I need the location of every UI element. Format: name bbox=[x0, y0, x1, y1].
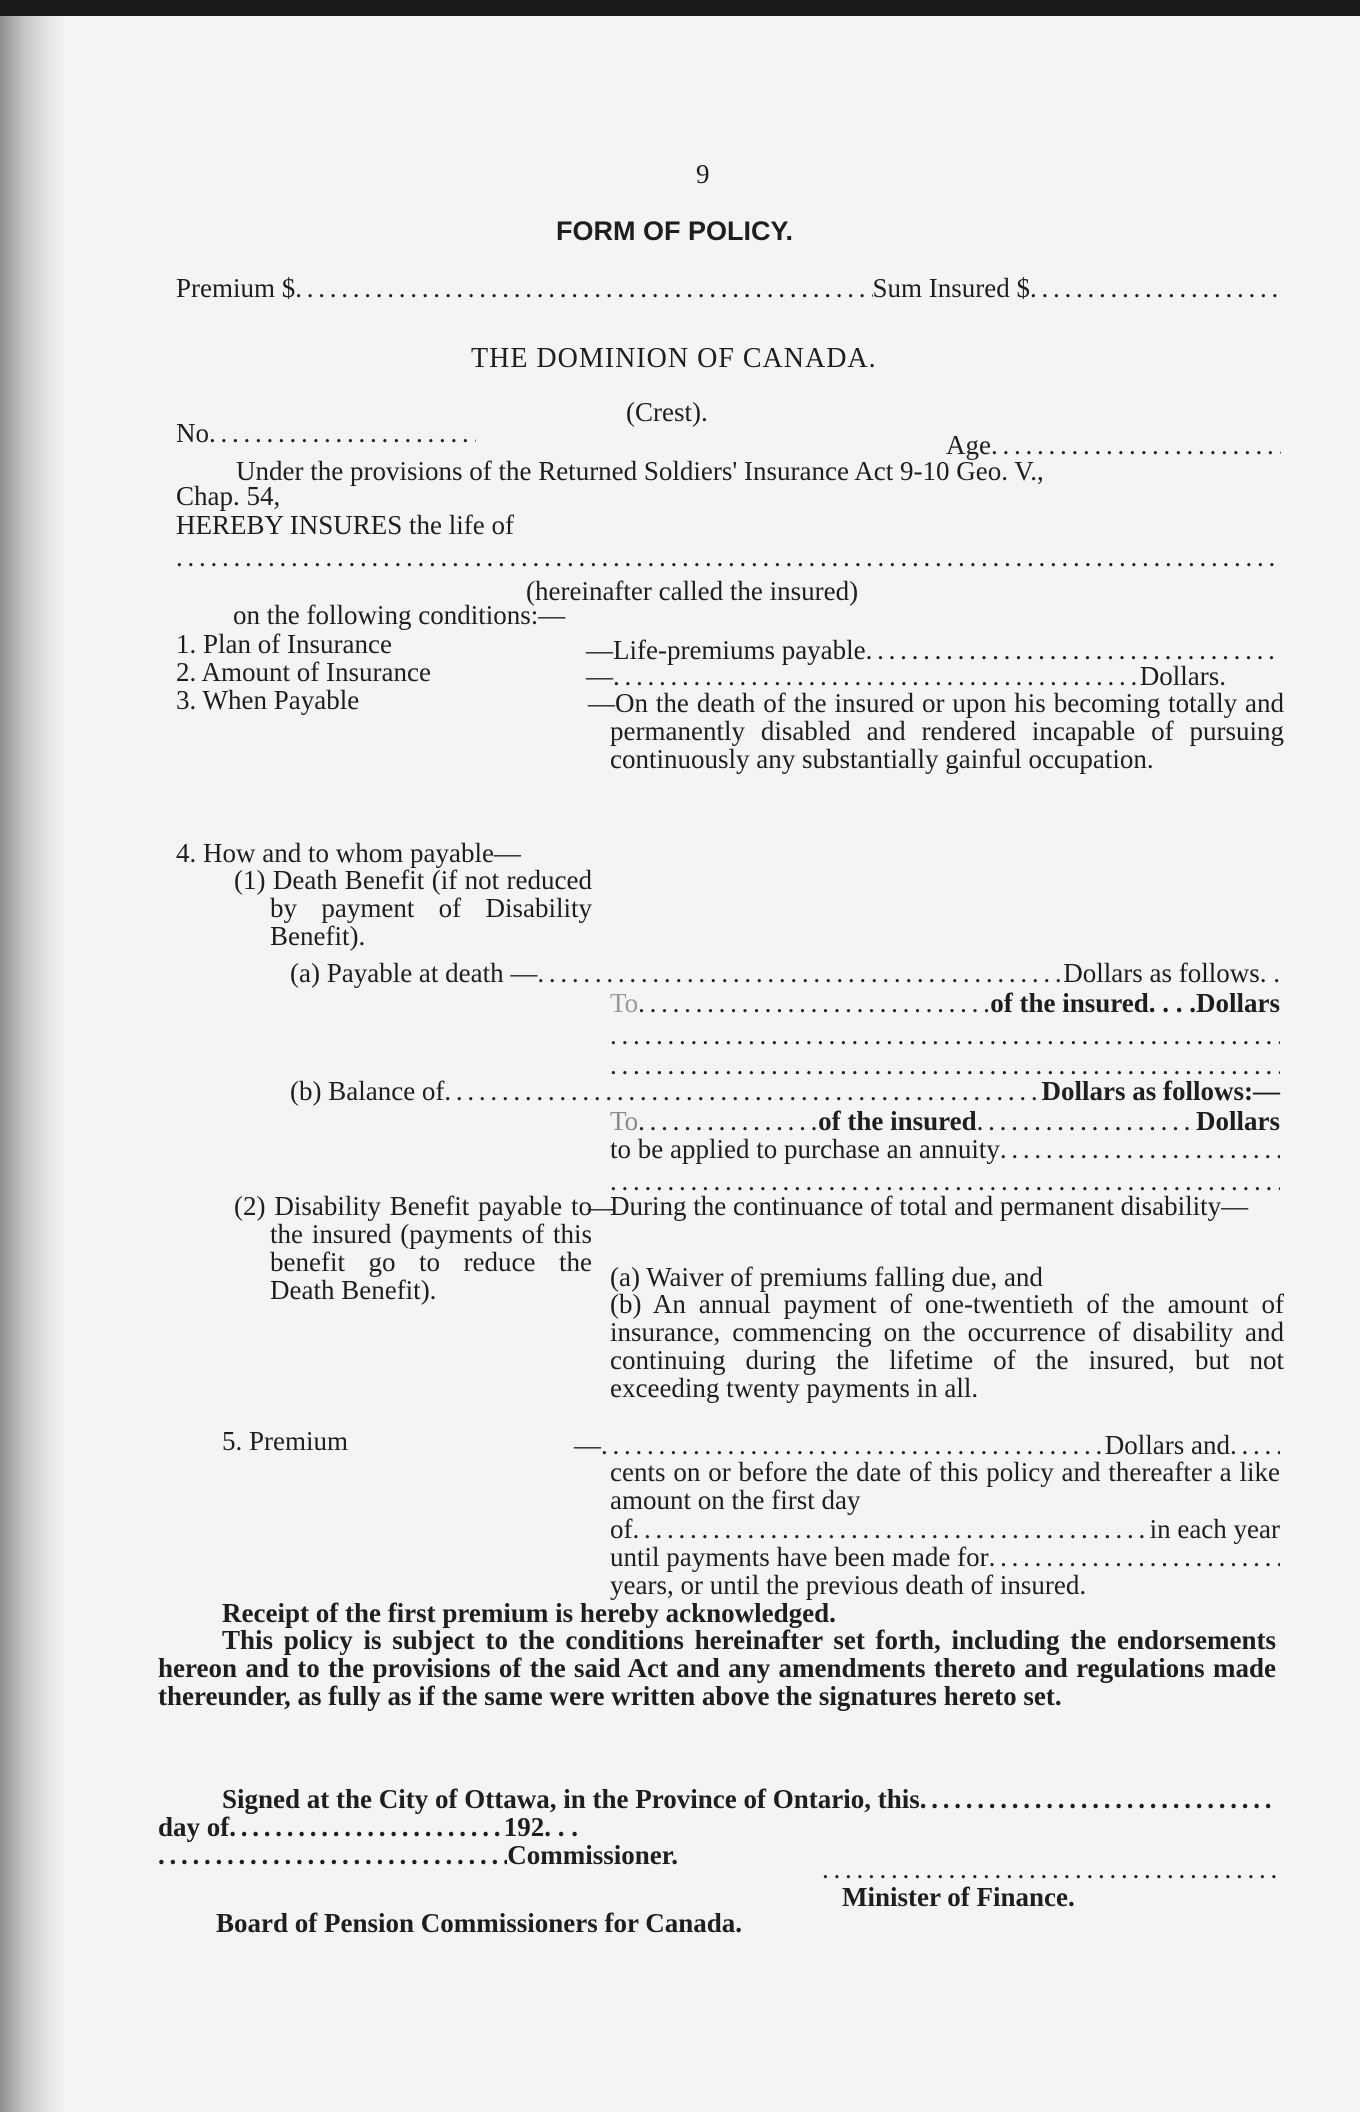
day-of-line bbox=[158, 1812, 578, 1843]
balance-line bbox=[290, 1076, 1280, 1107]
until-payments: until payments have been made for bbox=[610, 1542, 989, 1572]
hereinafter-label: (hereinafter called the insured) bbox=[526, 576, 859, 606]
page-title: FORM OF POLICY. bbox=[556, 216, 794, 246]
sum-insured-blank bbox=[1030, 273, 1280, 304]
dollars-blank-b bbox=[977, 1106, 1196, 1137]
how-label: 4. How and to whom payable— bbox=[176, 838, 521, 868]
day-of-label: day of bbox=[158, 1812, 230, 1842]
commissioner-line bbox=[158, 1840, 678, 1871]
premium-sum-line bbox=[176, 273, 1280, 304]
policy-no-line bbox=[176, 418, 476, 449]
payable-at-death-line bbox=[290, 958, 1280, 989]
payable-at-death-blank bbox=[537, 958, 1063, 989]
amount-label: 2. Amount of Insurance bbox=[176, 657, 431, 687]
subject-paragraph: This policy is subject to the conditions hereinafter set forth, including the endorsements hereon and to the provisions of the said Act and any amendments thereto and regulations made thereunder, as fully as if the same were written above the signatures hereto set. bbox=[158, 1625, 1276, 1711]
policy-no-label: No bbox=[176, 418, 209, 448]
of-insured-b: of the insured bbox=[818, 1106, 977, 1136]
page-number: 9 bbox=[696, 159, 710, 189]
disability-dash: — bbox=[588, 1192, 615, 1222]
cents-text: cents on or before the date of this policy and thereafter a like amount on the first day bbox=[610, 1457, 1280, 1515]
disability-intro: During the continuance of total and permanent disability— bbox=[610, 1191, 1249, 1221]
sum-insured-label: Sum Insured $ bbox=[872, 273, 1030, 303]
years-text: years, or until the previous death of insured. bbox=[610, 1570, 1087, 1600]
signed-at-line bbox=[222, 1784, 1276, 1815]
until-payments-line bbox=[610, 1542, 1280, 1573]
signed-date-blank bbox=[920, 1784, 1276, 1815]
disability-label: (2) Disability Benefit payable to the insured (payments of this benefit go to reduce the Death Benefit). bbox=[234, 1191, 592, 1305]
each-year: in each year bbox=[1149, 1514, 1280, 1544]
policy-no-blank bbox=[209, 418, 476, 449]
of-each-year-line bbox=[610, 1514, 1280, 1545]
dollars-as-follows-a: Dollars as follows. . bbox=[1063, 958, 1280, 988]
age-label: Age bbox=[946, 430, 991, 460]
of-label: of bbox=[610, 1514, 633, 1544]
minister-blank bbox=[822, 1854, 1276, 1885]
scan-top-border bbox=[0, 0, 1360, 16]
receipt-text: Receipt of the first premium is hereby acknowledged. bbox=[222, 1598, 836, 1628]
insured-name-line bbox=[176, 542, 1280, 573]
amount-dash: — bbox=[586, 661, 613, 691]
premium-label: Premium $ bbox=[176, 273, 296, 303]
conditions-intro: on the following conditions:— bbox=[233, 600, 566, 630]
plan-value: —Life-premiums payable bbox=[586, 635, 866, 665]
hereby-insures: HEREBY INSURES the life of bbox=[176, 510, 514, 540]
of-blank bbox=[633, 1514, 1150, 1545]
when-value: —On the death of the insured or upon his becoming totally and permanently disabled and rendered incapable of pursuing continuously any substantially gainful occupation. bbox=[588, 688, 1284, 774]
dollars-and: Dollars and bbox=[1104, 1430, 1230, 1460]
insured-name-blank bbox=[176, 542, 1280, 573]
balance-label: (b) Balance of bbox=[290, 1076, 445, 1106]
to-label-b: To bbox=[610, 1106, 639, 1136]
balance-blank bbox=[444, 1076, 1041, 1107]
commissioner-blank bbox=[158, 1840, 507, 1871]
annual-payment-text: (b) An annual payment of one-twentieth of the amount of insurance, commencing on the occurrence of disability and continuing during the lifetime of the insured, but not exceeding twenty payments in all. bbox=[610, 1289, 1284, 1403]
death-benefit-label: (1) Death Benefit (if not reduced by payment of Disability Benefit). bbox=[234, 865, 592, 951]
annuity-line bbox=[610, 1134, 1280, 1165]
to-blank-b bbox=[638, 1106, 818, 1137]
blank-line-a1 bbox=[610, 1020, 1280, 1051]
to-line-b bbox=[610, 1106, 1280, 1137]
board-label: Board of Pension Commissioners for Canada. bbox=[216, 1908, 743, 1938]
to-line-a bbox=[610, 988, 1280, 1019]
plan-label: 1. Plan of Insurance bbox=[176, 629, 392, 659]
waiver-line: (a) Waiver of premiums falling due, and bbox=[610, 1262, 1043, 1292]
year-192: 192. . . bbox=[503, 1812, 578, 1842]
of-insured-a: of the insured. . . .Dollars bbox=[990, 988, 1280, 1018]
annuity-label: to be applied to purchase an annuity bbox=[610, 1134, 1000, 1164]
day-of-blank bbox=[229, 1812, 503, 1843]
document-page bbox=[66, 16, 1360, 2112]
book-spine-shadow bbox=[0, 16, 66, 2112]
premium-blank bbox=[295, 273, 872, 304]
signed-at-text: Signed at the City of Ottawa, in the Province of Ontario, this bbox=[222, 1784, 920, 1814]
commissioner-label: Commissioner. bbox=[507, 1840, 678, 1870]
dominion-heading: THE DOMINION OF CANADA. bbox=[471, 343, 877, 374]
crest-label: (Crest). bbox=[626, 397, 708, 427]
provisions-line-1: Under the provisions of the Returned Soldiers' Insurance Act 9-10 Geo. V., bbox=[236, 456, 1044, 486]
premium-item-label: 5. Premium bbox=[222, 1426, 348, 1456]
dollars-b: Dollars bbox=[1196, 1106, 1280, 1136]
until-blank bbox=[989, 1542, 1280, 1573]
provisions-line-2: Chap. 54, bbox=[176, 481, 281, 511]
to-blank-a bbox=[638, 988, 990, 1019]
minister-label: Minister of Finance. bbox=[842, 1882, 1075, 1912]
premium-dash: — bbox=[574, 1430, 601, 1460]
minister-signature-line bbox=[822, 1854, 1276, 1885]
blank-a1 bbox=[610, 1020, 1280, 1051]
when-label: 3. When Payable bbox=[176, 685, 360, 715]
payable-at-death-label: (a) Payable at death — bbox=[290, 958, 538, 988]
annuity-blank bbox=[1000, 1134, 1280, 1165]
amount-unit: Dollars. bbox=[1139, 661, 1226, 691]
to-label-a: To bbox=[610, 988, 639, 1018]
dollars-as-follows-b: Dollars as follows:— bbox=[1041, 1076, 1280, 1106]
